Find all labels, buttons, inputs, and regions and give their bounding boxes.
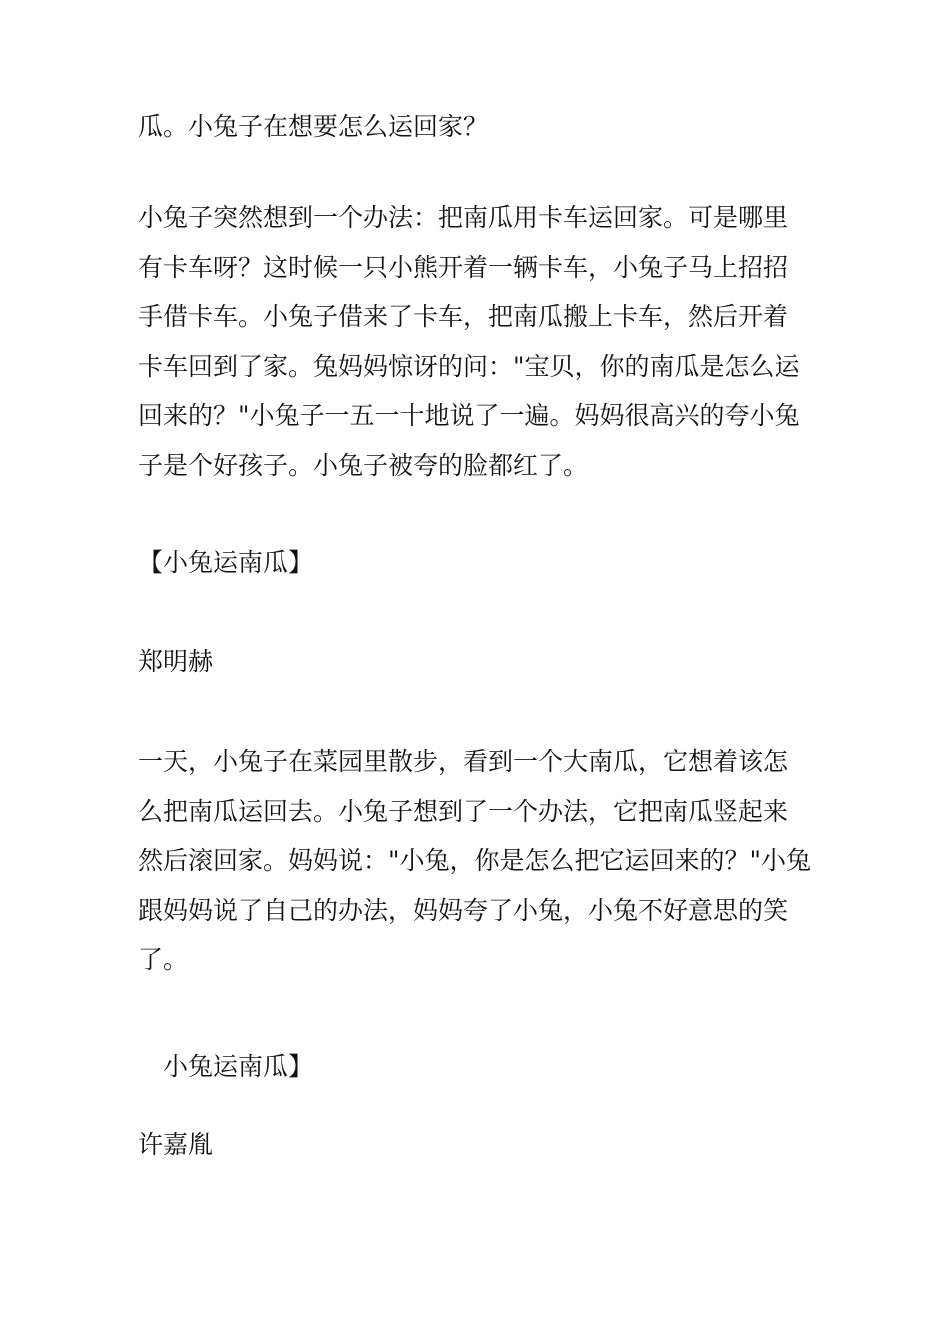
paragraph-line: 然后滚回家。妈妈说："小兔，你是怎么把它运回来的？"小兔: [138, 846, 812, 875]
paragraph-line: 手借卡车。小兔子借来了卡车，把南瓜搬上卡车，然后开着: [138, 302, 789, 331]
paragraph-line: 了。: [138, 945, 189, 974]
paragraph-line: 子是个好孩子。小兔子被夸的脸都红了。: [138, 451, 589, 480]
paragraph-line: 一天，小兔子在菜园里散步，看到一个大南瓜，它想着该怎: [138, 747, 789, 776]
paragraph-line: 卡车回到了家。兔妈妈惊讶的问："宝贝，你的南瓜是怎么运: [138, 352, 800, 381]
paragraph-line: 瓜。小兔子在想要怎么运回家？: [138, 112, 489, 141]
section-heading: 小兔运南瓜】: [138, 1052, 314, 1081]
section-heading: 【小兔运南瓜】: [138, 548, 314, 577]
paragraph-line: 有卡车呀？这时候一只小熊开着一辆卡车，小兔子马上招招: [138, 253, 789, 282]
author-name: 郑明赫: [138, 647, 214, 676]
paragraph-line: 小兔子突然想到一个办法：把南瓜用卡车运回家。可是哪里: [138, 203, 789, 232]
paragraph-line: 回来的？"小兔子一五一十地说了一遍。妈妈很高兴的夸小兔: [138, 401, 800, 430]
author-name: 许嘉胤: [138, 1130, 214, 1159]
paragraph-line: 跟妈妈说了自己的办法，妈妈夸了小兔，小兔不好意思的笑: [138, 896, 789, 925]
paragraph-line: 么把南瓜运回去。小兔子想到了一个办法，它把南瓜竖起来: [138, 797, 789, 826]
